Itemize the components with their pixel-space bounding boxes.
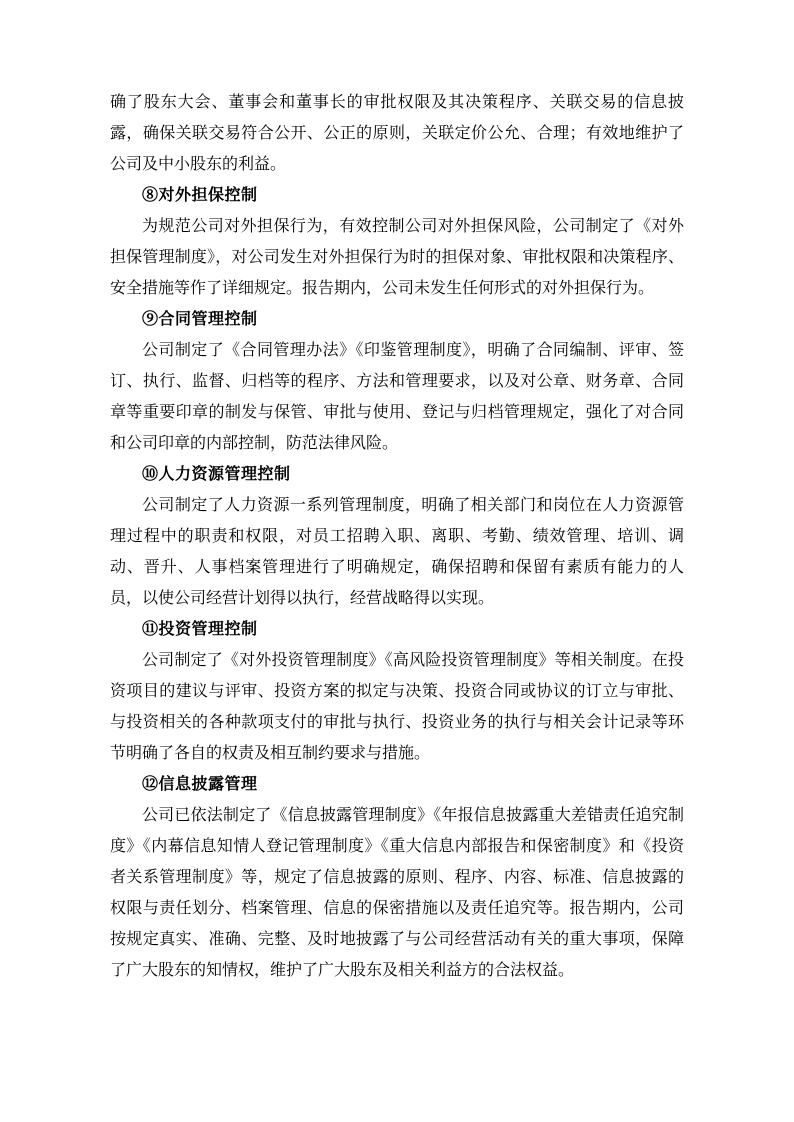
section-heading-⑨: ⑨合同管理控制	[142, 311, 258, 328]
body-paragraph: 确了股东大会、董事会和董事长的审批权限及其决策程序、关联交易的信息披露，确保关联交易符合公开、公正的原则，关联定价公允、合理；有效地维护了公司及中小股东的利益。	[110, 94, 684, 173]
section-heading-⑫: ⑫信息披露管理	[142, 776, 258, 793]
section-heading-⑧: ⑧对外担保控制	[142, 187, 258, 204]
section-heading-⑪: ⑪投资管理控制	[142, 621, 258, 638]
document-body	[110, 87, 684, 986]
body-paragraph: 公司已依法制定了《信息披露管理制度》《年报信息披露重大差错责任追究制度》《内幕信息知情人登记管理制度》《重大信息内部报告和保密制度》和《投资者关系管理制度》等，规定了信息披露的原则、程序、内容、标准、信息披露的权限与责任划分、档案管理、信息的保密措施以及责任追究等。报告期内，公司按规定真实、准确、完整、及时地披露了与公司经营活动有关的重大事项，保障了广大股东的知情权，维护了广大股东及相关利益方的合法权益。	[110, 807, 684, 979]
body-paragraph: 公司制定了《合同管理办法》《印鉴管理制度》，明确了合同编制、评审、签订、执行、监督、归档等的程序、方法和管理要求，以及对公章、财务章、合同章等重要印章的制发与保管、审批与使用、登记与归档管理规定，强化了对合同和公司印章的内部控制，防范法律风险。	[110, 342, 684, 452]
section-heading-⑩: ⑩人力资源管理控制	[142, 466, 291, 483]
body-paragraph: 公司制定了人力资源一系列管理制度，明确了相关部门和岗位在人力资源管理过程中的职责和权限，对员工招聘入职、离职、考勤、绩效管理、培训、调动、晋升、人事档案管理进行了明确规定，确保招聘和保留有素质有能力的人员，以使公司经营计划得以执行，经营战略得以实现。	[110, 497, 684, 607]
body-paragraph: 为规范公司对外担保行为，有效控制公司对外担保风险，公司制定了《对外担保管理制度》，对公司发生对外担保行为时的担保对象、审批权限和决策程序、安全措施等作了详细规定。报告期内，公司未发生任何形式的对外担保行为。	[110, 218, 684, 297]
body-paragraph: 公司制定了《对外投资管理制度》《高风险投资管理制度》等相关制度。在投资项目的建议与评审、投资方案的拟定与决策、投资合同或协议的订立与审批、与投资相关的各种款项支付的审批与执行、投资业务的执行与相关会计记录等环节明确了各自的权责及相互制约要求与措施。	[110, 652, 684, 762]
